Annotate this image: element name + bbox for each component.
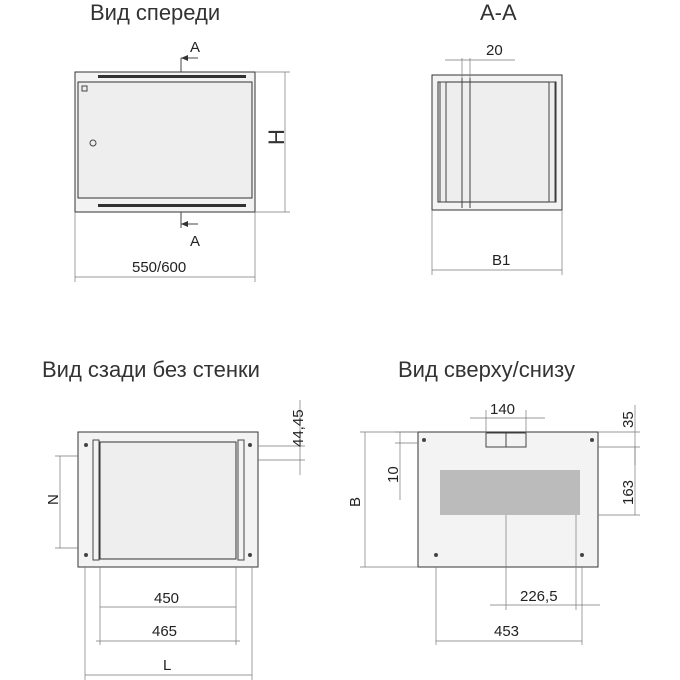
section-view-title: A-A xyxy=(480,0,517,25)
front-width-label: 550/600 xyxy=(132,259,187,276)
rear-dim-465: 465 xyxy=(152,623,178,640)
top-dim-163: 163 xyxy=(620,479,637,505)
top-dim-453: 453 xyxy=(494,623,520,640)
top-dim-10: 10 xyxy=(385,466,402,483)
top-dim-B: B xyxy=(347,496,364,507)
rear-dim-L: L xyxy=(163,657,172,674)
top-view-title: Вид сверху/снизу xyxy=(398,357,575,382)
rear-pitch-label: 44,45 xyxy=(290,409,307,447)
section-label-bottom: A xyxy=(190,233,201,250)
front-top-vents xyxy=(98,75,246,78)
section-top-dim: 20 xyxy=(486,42,503,59)
front-view-title: Вид спереди xyxy=(90,0,221,25)
front-bottom-vents xyxy=(98,204,246,207)
rear-dim-450: 450 xyxy=(154,590,180,607)
section-width-label: B1 xyxy=(492,252,511,269)
front-view xyxy=(75,39,290,282)
top-vents xyxy=(440,470,580,515)
top-view xyxy=(347,401,640,645)
section-label-top: A xyxy=(190,39,201,56)
section-view xyxy=(432,42,562,275)
rear-view xyxy=(45,400,307,680)
rear-view-title: Вид сзади без стенки xyxy=(42,357,260,382)
top-dim-140: 140 xyxy=(490,401,516,418)
rear-n-label: N xyxy=(45,494,62,505)
top-dim-226: 226,5 xyxy=(520,588,558,605)
height-label: H xyxy=(264,129,289,145)
top-dim-35: 35 xyxy=(620,411,637,428)
